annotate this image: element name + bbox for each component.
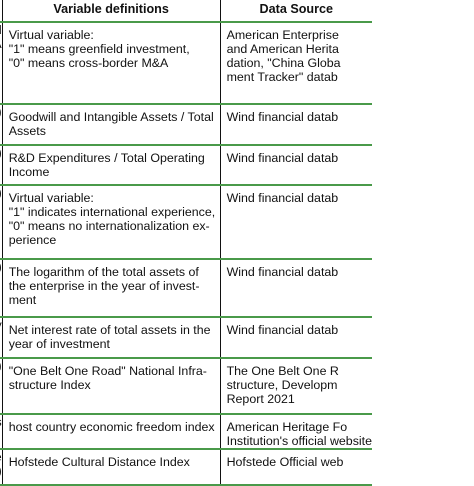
- definition-cell-line: structure Index: [8, 378, 91, 392]
- source-cell: [220, 259, 372, 317]
- definition-cell-line: Assets: [8, 124, 46, 138]
- variable-cell-line: [0, 260, 2, 274]
- definition-cell: [2, 22, 220, 104]
- table-row: [0, 449, 372, 485]
- source-cell: [220, 449, 372, 485]
- table-row: [0, 414, 372, 449]
- definition-cell: [2, 414, 220, 449]
- definition-cell-line: "0" means no internationalization ex-: [8, 219, 210, 233]
- header-data-source: Data Source: [220, 0, 372, 22]
- table-row: [0, 317, 372, 358]
- source-cell: [220, 185, 372, 259]
- definition-cell-line: host country economic freedom index: [8, 420, 215, 434]
- source-cell-line: ment Tracker" datab: [226, 70, 338, 84]
- source-cell-line: American Heritage Fo: [226, 420, 348, 434]
- source-cell-line: Wind financial datab: [226, 323, 339, 337]
- definition-cell: [2, 449, 220, 485]
- source-cell-line: The One Belt One R: [226, 364, 339, 378]
- table-row: [0, 22, 372, 104]
- definition-cell-line: Net interest rate of total assets in the: [8, 323, 211, 337]
- variable-cell-line: [0, 37, 2, 51]
- source-cell: [220, 22, 372, 104]
- definition-cell-line: Goodwill and Intangible Assets / Total: [8, 110, 214, 124]
- definition-cell-line: Virtual variable:: [8, 28, 94, 42]
- source-cell-line: American Enterprise: [226, 28, 339, 42]
- definition-cell: [2, 358, 220, 414]
- variable-cell-line: [0, 415, 2, 429]
- definition-cell-line: R&D Expenditures / Total Operating: [8, 151, 205, 165]
- variable-cell-line: [0, 464, 2, 478]
- source-cell-line: Hofstede Official web: [226, 455, 344, 469]
- variable-cell-line: [0, 146, 2, 160]
- variable-cell-line: [0, 105, 2, 119]
- source-cell-line: Report 2021: [226, 392, 295, 406]
- source-cell-line: dation, "China Globa: [226, 56, 341, 70]
- table-row: [0, 358, 372, 414]
- table-row: [0, 145, 372, 185]
- source-cell-line: and American Herita: [226, 42, 339, 56]
- definition-cell-line: the enterprise in the year of invest-: [8, 279, 200, 293]
- definition-cell: [2, 104, 220, 145]
- definition-cell: [2, 185, 220, 259]
- definition-cell-line: ment: [8, 293, 37, 307]
- definition-cell-line: The logarithm of the total assets of: [8, 265, 199, 279]
- source-cell-line: Wind financial datab: [226, 265, 339, 279]
- header-row: [0, 0, 372, 22]
- definition-cell: [2, 317, 220, 358]
- definition-cell: [2, 259, 220, 317]
- variable-cell-line: [0, 23, 2, 37]
- variable-cell-line: [0, 186, 2, 200]
- source-cell: [220, 414, 372, 449]
- variable-cell-line: [0, 318, 2, 332]
- table-row: [0, 104, 372, 145]
- source-cell: [220, 145, 372, 185]
- source-cell: [220, 104, 372, 145]
- source-cell-line: Wind financial datab: [226, 191, 339, 205]
- source-cell-line: Wind financial datab: [226, 151, 339, 165]
- header-variable-definitions: Variable definitions: [2, 0, 220, 22]
- definition-cell-line: "1" indicates international experience,: [8, 205, 216, 219]
- table-row: [0, 259, 372, 317]
- definition-cell-line: "1" means greenfield investment,: [8, 42, 190, 56]
- source-cell-line: Wind financial datab: [226, 110, 339, 124]
- definition-cell-line: Hofstede Cultural Distance Index: [8, 455, 190, 469]
- table-row: [0, 185, 372, 259]
- source-cell: [220, 317, 372, 358]
- variable-cell-line: [0, 450, 2, 464]
- definition-cell-line: year of investment: [8, 337, 110, 351]
- definition-cell-line: Virtual variable:: [8, 191, 94, 205]
- definition-cell-line: "One Belt One Road" National Infra-: [8, 364, 207, 378]
- source-cell-line: Institution's official website: [226, 434, 372, 448]
- variable-cell-line: [0, 359, 2, 373]
- source-cell: [220, 358, 372, 414]
- definition-cell-line: perience: [8, 233, 57, 247]
- source-cell-line: structure, Developm: [226, 378, 338, 392]
- definition-cell: [2, 145, 220, 185]
- definition-cell-line: Income: [8, 165, 50, 179]
- definition-cell-line: "0" means cross-border M&A: [8, 56, 169, 70]
